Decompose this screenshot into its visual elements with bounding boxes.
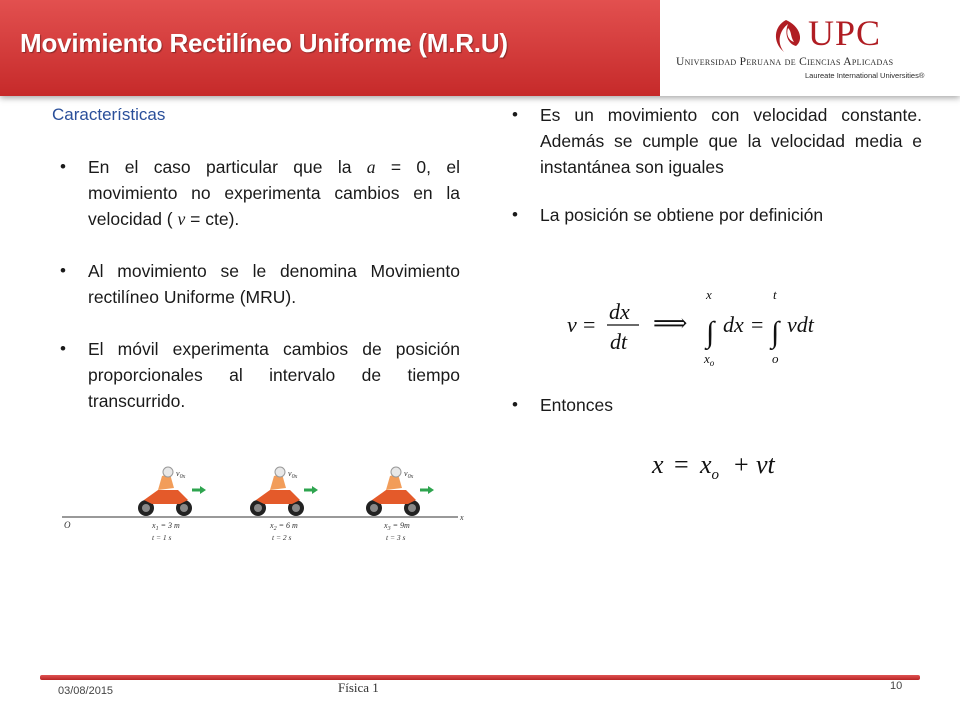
- left-bullet-list: [60, 154, 460, 414]
- motorcycle-icon: [138, 467, 206, 516]
- upc-flame-icon: [766, 16, 806, 56]
- bullet-icon: •: [512, 395, 518, 414]
- bullet-icon: •: [60, 261, 66, 280]
- time-label: t = 3 s: [386, 533, 406, 542]
- symbol-a: a: [366, 157, 376, 177]
- time-label: t = 2 s: [272, 533, 292, 542]
- bullet-item: [512, 202, 922, 228]
- motorcycle-icon: [366, 467, 434, 516]
- symbol-v: v: [177, 209, 186, 229]
- eq2-vt: vt: [756, 450, 775, 479]
- bullet-text: La posición se obtiene por definición: [540, 205, 824, 225]
- mru-motorcycle-figure: [58, 462, 468, 547]
- eq-lower-o: o: [772, 351, 779, 366]
- eq-vdt: vdt: [787, 312, 814, 337]
- slide-title: Movimiento Rectilíneo Uniforme (M.R.U): [20, 28, 508, 58]
- velocity-label: $v_{0x}$: [176, 469, 186, 480]
- bullet-text: Entonces: [540, 395, 613, 415]
- bullet-text-part: En el caso particular que la: [88, 157, 367, 177]
- bullet-item: [60, 336, 460, 414]
- footer-course: Física 1: [338, 680, 379, 695]
- upc-logo: [660, 0, 960, 96]
- equation-position: [650, 445, 790, 485]
- time-label: t = 1 s: [152, 533, 172, 542]
- integral-icon: ∫: [706, 316, 715, 349]
- axis-origin-label: O: [64, 520, 71, 530]
- bullet-text: El móvil experimenta cambios de posición proporcionales al intervalo de tiempo transcurrido.: [88, 339, 460, 411]
- section-label: Características: [52, 105, 166, 124]
- bullet-item: [512, 392, 812, 418]
- bullet-item: [512, 102, 922, 180]
- bullet-text: Es un movimiento con velocidad constante. Además se cumple que la velocidad media e instantánea son iguales: [540, 105, 922, 177]
- eq-upper-x: x: [706, 287, 712, 302]
- logo-network: Laureate International Universities®: [805, 71, 925, 80]
- integral-icon: ∫: [771, 316, 780, 349]
- page-number: 10: [890, 680, 903, 692]
- position-label: $x_3 = 9m$: [384, 521, 410, 532]
- axis-x-label: x: [460, 513, 464, 522]
- position-label: $x_1 = 3$ m: [152, 521, 180, 532]
- eq2-xo: $x_o$: [700, 450, 720, 483]
- eq-dx2: dx: [723, 312, 744, 337]
- bullet-text: Al movimiento se le denomina Movimiento rectilíneo Uniforme (MRU).: [88, 261, 460, 307]
- bullet-item: [60, 258, 460, 310]
- bullet-icon: •: [60, 339, 66, 358]
- implies-icon: ⟹: [653, 311, 688, 337]
- equation-velocity-integral: [565, 285, 835, 370]
- eq2-plus: +: [734, 450, 749, 479]
- eq-upper-t: t: [773, 287, 777, 302]
- bullet-icon: •: [512, 205, 518, 224]
- bullet-icon: •: [60, 157, 66, 176]
- bullet-item: [60, 154, 460, 232]
- eq-dx: dx: [609, 299, 630, 324]
- velocity-label: $v_{0x}$: [404, 469, 414, 480]
- motorcycle-icon: [250, 467, 318, 516]
- eq-v: v: [567, 312, 577, 337]
- logo-university: Universidad Peruana de Ciencias Aplicadas: [676, 56, 894, 68]
- eq2-equals: =: [674, 450, 689, 479]
- footer-divider: [40, 675, 920, 680]
- eq-lower-x: $x_o$: [704, 351, 715, 368]
- eq2-x: x: [652, 450, 664, 479]
- velocity-label: $v_{0x}$: [288, 469, 298, 480]
- eq-equals2: =: [751, 312, 764, 337]
- eq-equals: =: [583, 312, 596, 337]
- bullet-text-part: = cte).: [185, 209, 240, 229]
- slide-header: [0, 0, 960, 96]
- right-bullet-list: [512, 102, 922, 228]
- footer-date: 03/08/2015: [58, 685, 114, 697]
- bullet-icon: •: [512, 105, 518, 124]
- position-label: $x_2 = 6$ m: [270, 521, 298, 532]
- logo-brand: UPC: [808, 13, 882, 53]
- eq-dt: dt: [610, 329, 628, 354]
- bullet-text-part: = 0, el movimiento no experimenta cambios en la velocidad (: [88, 157, 460, 229]
